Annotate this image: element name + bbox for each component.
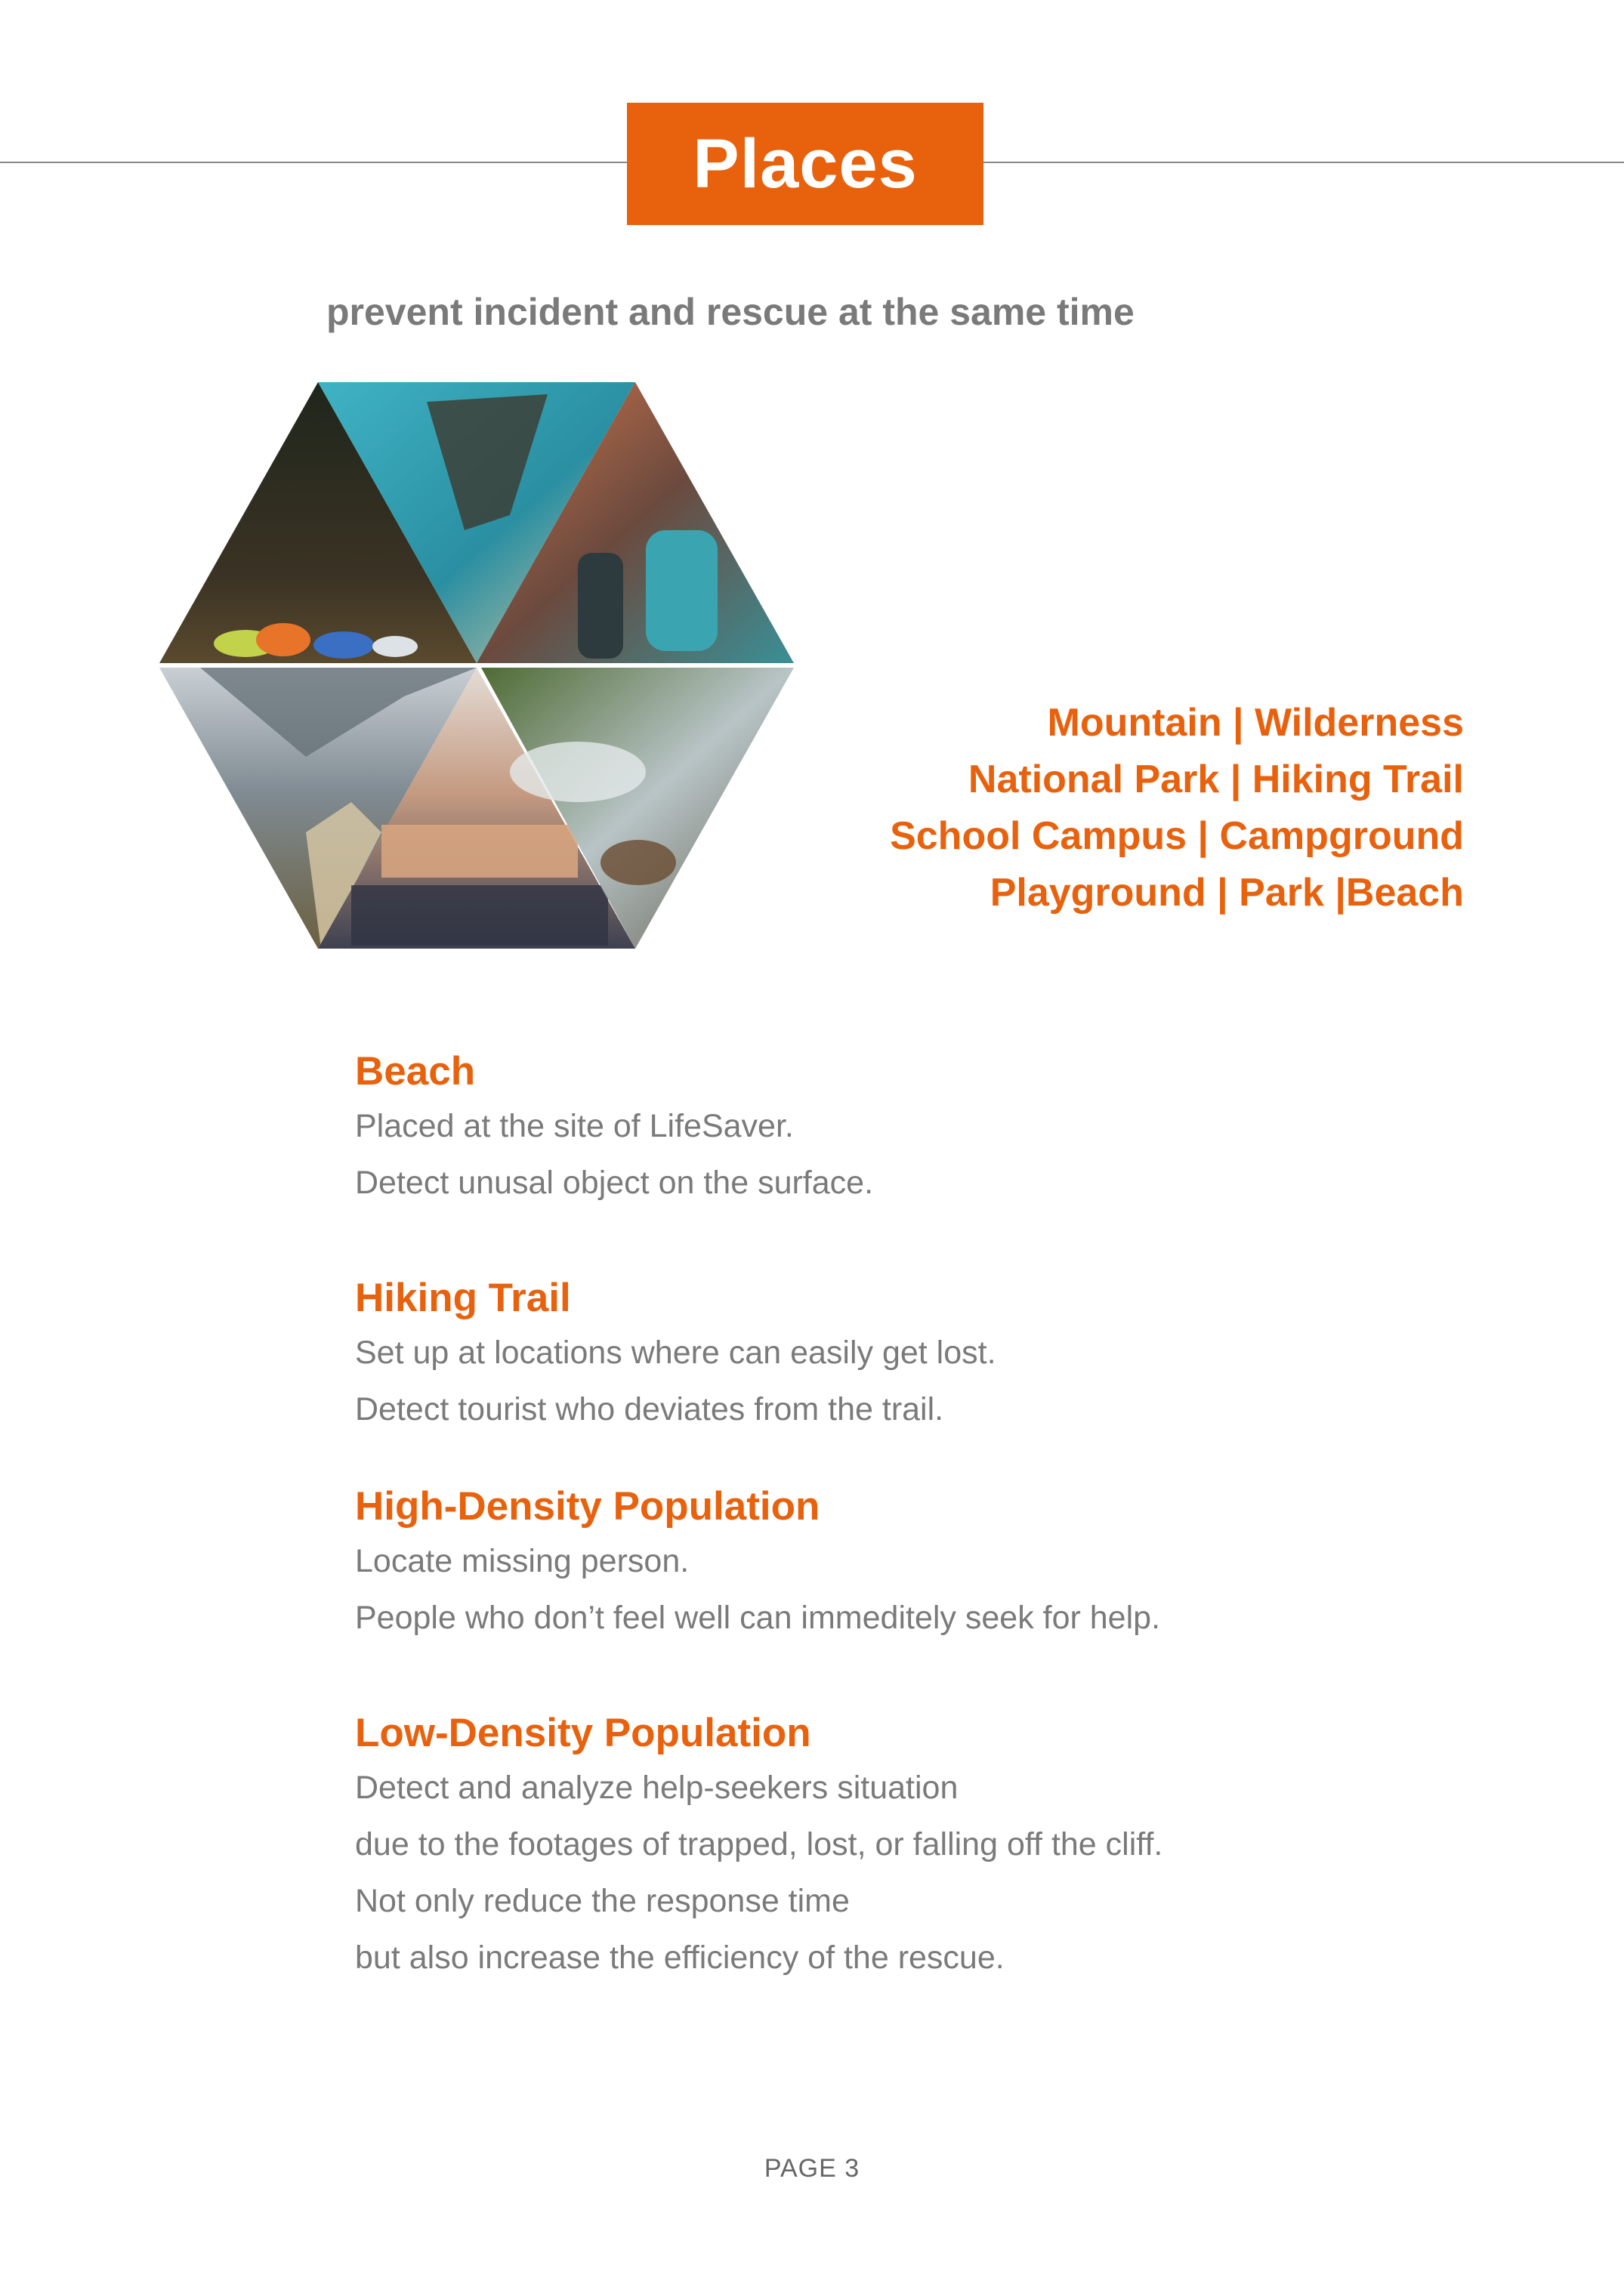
section-text: Not only reduce the response time [355, 1883, 850, 1919]
header-rule-right [982, 162, 1624, 163]
section-heading: Beach [355, 1049, 476, 1094]
section-text: Set up at locations where can easily get lost. [355, 1335, 996, 1371]
title-banner [627, 103, 983, 225]
section-hiking-trail [355, 1272, 1488, 1438]
subtitle: prevent incident and rescue at the same time [326, 291, 1135, 333]
section-heading: Low-Density Population [355, 1711, 811, 1755]
header-rule-left [0, 162, 627, 163]
section-heading: High-Density Population [355, 1484, 820, 1529]
places-line: Mountain | Wilderness [1047, 701, 1464, 745]
places-line: Playground | Park |Beach [990, 871, 1464, 915]
places-list [890, 695, 1464, 921]
photo-hexagon [155, 379, 797, 952]
section-low-density [355, 1707, 1488, 1986]
page-title: Places [693, 125, 918, 202]
section-beach [355, 1045, 1488, 1211]
section-text: Locate missing person. [355, 1543, 690, 1579]
places-line: School Campus | Campground [890, 814, 1464, 858]
section-high-density [355, 1480, 1488, 1646]
section-text: Placed at the site of LifeSaver. [355, 1108, 794, 1144]
section-text: Detect tourist who deviates from the trail. [355, 1391, 944, 1427]
section-text: Detect unusal object on the surface. [355, 1165, 874, 1201]
section-text: Detect and analyze help-seekers situation [355, 1770, 959, 1806]
page-number: PAGE 3 [764, 2154, 860, 2183]
section-text: People who don’t feel well can immeditely seek for help. [355, 1600, 1161, 1636]
section-text: but also increase the efficiency of the rescue. [355, 1940, 1005, 1976]
places-line: National Park | Hiking Trail [968, 758, 1464, 801]
section-text: due to the footages of trapped, lost, or falling off the cliff. [355, 1826, 1163, 1862]
section-heading: Hiking Trail [355, 1276, 571, 1320]
